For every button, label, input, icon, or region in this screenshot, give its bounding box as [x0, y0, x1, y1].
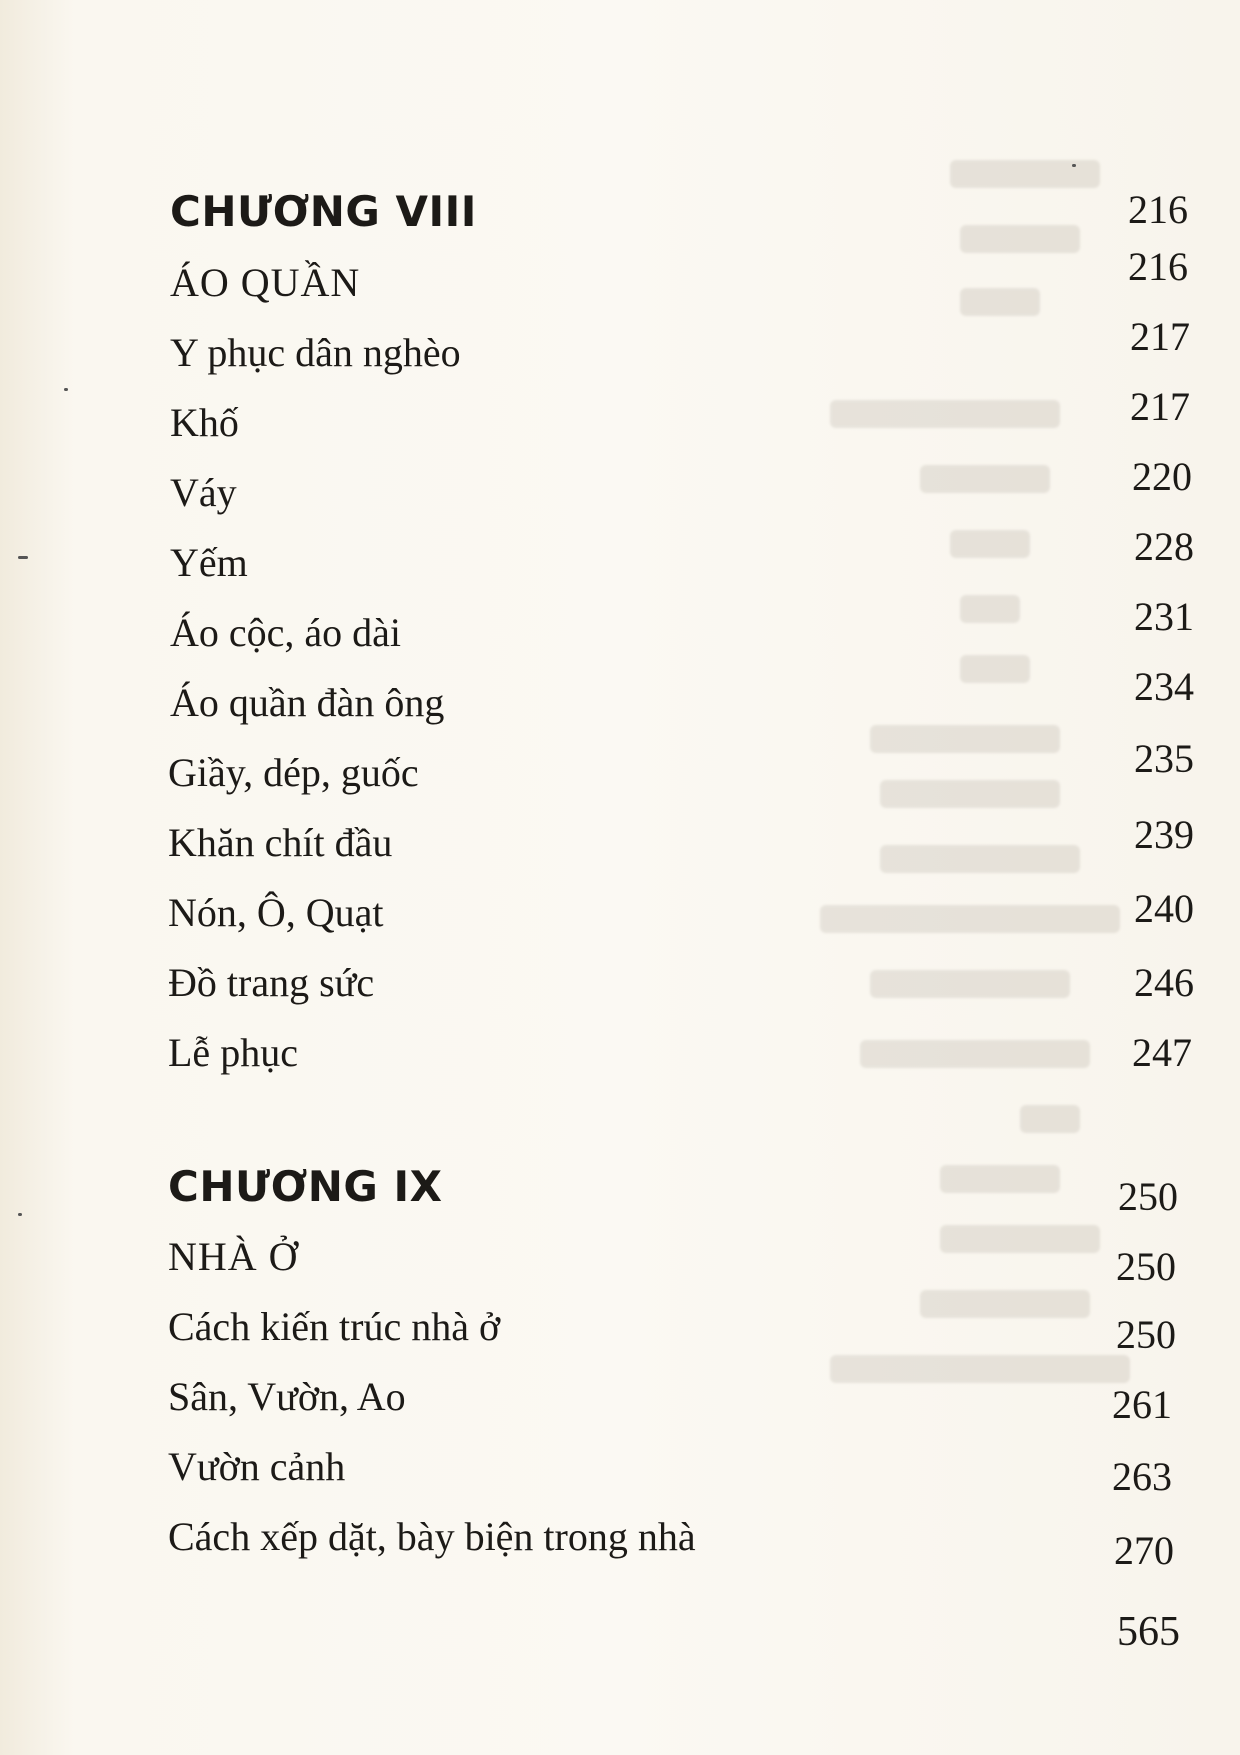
toc-entry-label: Vườn cảnh [168, 1444, 346, 1489]
toc-entry-page: 240 [1134, 886, 1194, 931]
toc-entry-page: 216 [1128, 187, 1188, 232]
toc-entry-label: Đồ trang sức [168, 960, 375, 1005]
toc-entry-page: 270 [1114, 1528, 1174, 1573]
toc-entry-page: 247 [1132, 1030, 1192, 1075]
toc-entry-label: Sân, Vườn, Ao [168, 1374, 406, 1419]
toc-entry-page: 235 [1134, 736, 1194, 781]
toc-entry-page: 246 [1134, 960, 1194, 1005]
toc-entry-page: 250 [1116, 1244, 1176, 1289]
toc-entry-page: 250 [1118, 1174, 1178, 1219]
toc-entry-label: Váy [170, 470, 237, 515]
toc-entry-page: 263 [1112, 1454, 1172, 1499]
toc-entry-label: CHƯƠNG VIII [170, 187, 477, 236]
toc-entry-page: 239 [1134, 812, 1194, 857]
toc-entry-page: 250 [1116, 1312, 1176, 1357]
toc-entry-label: ÁO QUẦN [170, 260, 361, 305]
toc-entry-label: NHÀ Ở [168, 1234, 299, 1279]
toc-entry-label: Y phục dân nghèo [170, 330, 461, 375]
toc-entry-page: 231 [1134, 594, 1194, 639]
toc-entry-page: 228 [1134, 524, 1194, 569]
toc-entry-label: Cách xếp dặt, bày biện trong nhà [168, 1514, 696, 1559]
toc-entry-label: Áo quần đàn ông [170, 680, 445, 725]
toc-entry-label: Giầy, dép, guốc [168, 750, 419, 795]
toc-entry-label: Áo cộc, áo dài [170, 610, 402, 655]
toc-entry-label: CHƯƠNG IX [168, 1162, 443, 1211]
toc-entry-page: 216 [1128, 244, 1188, 289]
toc-entry-label: Nón, Ô, Quạt [168, 890, 384, 935]
toc-entry-label: Cách kiến trúc nhà ở [168, 1304, 501, 1349]
toc-entry-page: 217 [1130, 384, 1190, 429]
toc-entry-page: 220 [1132, 454, 1192, 499]
page-number: 565 [1117, 1609, 1180, 1655]
toc-entry-label: Khăn chít đầu [168, 820, 393, 865]
toc-entry-label: Khố [170, 400, 239, 445]
toc-entry-page: 217 [1130, 314, 1190, 359]
toc-entry-page: 234 [1134, 664, 1194, 709]
toc-entry-page: 261 [1112, 1382, 1172, 1427]
toc-entry-label: Lễ phục [168, 1030, 298, 1075]
toc-entry-label: Yếm [170, 540, 248, 585]
